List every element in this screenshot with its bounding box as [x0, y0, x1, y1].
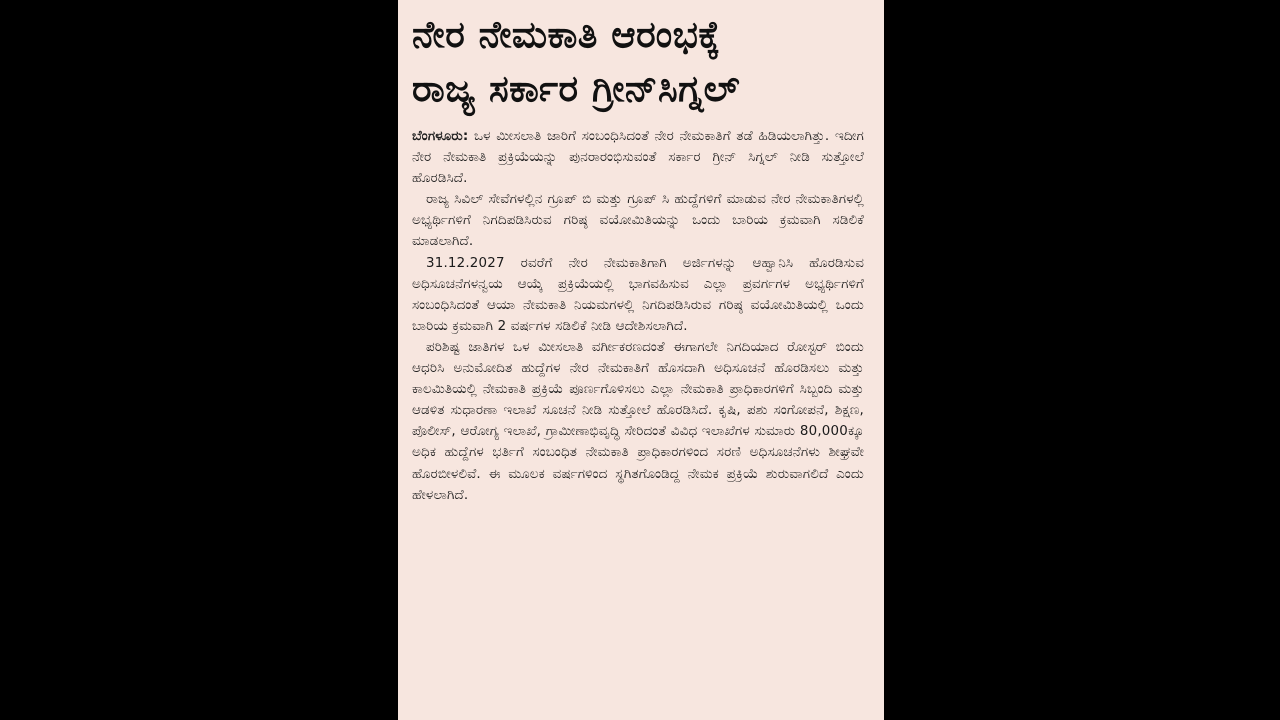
article-body — [412, 126, 864, 506]
article-paragraph-4: ಪರಿಶಿಷ್ಟ ಜಾತಿಗಳ ಒಳ ಮೀಸಲಾತಿ ವರ್ಗೀಕರಣದಂತೆ ಈಗಾಗಲೇ ನಿಗದಿಯಾದ ರೋಸ್ಟರ್ ಬಿಂದು ಆಧರಿಸಿ ಅನುಮೋದಿತ ಹುದ್ದೆಗಳ ನೇರ ನೇಮಕಾತಿಗೆ ಹೊಸದಾಗಿ ಅಧಿಸೂಚನೆ ಹೊರಡಿಸಲು ಮತ್ತು ಕಾಲಮಿತಿಯಲ್ಲಿ ನೇಮಕಾತಿ ಪ್ರಕ್ರಿಯೆ ಪೂರ್ಣಗೊಳಿಸಲು ಎಲ್ಲಾ ನೇಮಕಾತಿ ಪ್ರಾಧಿಕಾರಗಳಿಗೆ ಸಿಬ್ಬಂದಿ ಮತ್ತು ಆಡಳಿತ ಸುಧಾರಣಾ ಇಲಾಖೆ ಸೂಚನೆ ನೀಡಿ ಸುತ್ತೋಲೆ ಹೊರಡಿಸಿದೆ. ಕೃಷಿ, ಪಶು ಸಂಗೋಪನೆ, ಶಿಕ್ಷಣ, ಪೊಲೀಸ್, ಆರೋಗ್ಯ ಇಲಾಖೆ, ಗ್ರಾಮೀಣಾಭಿವೃದ್ಧಿ ಸೇರಿದಂತೆ ವಿವಿಧ ಇಲಾಖೆಗಳ ಸುಮಾರು 80,000ಕ್ಕೂ ಅಧಿಕ ಹುದ್ದೆಗಳ ಭರ್ತಿಗೆ ಸಂಬಂಧಿತ ನೇಮಕಾತಿ ಪ್ರಾಧಿಕಾರಗಳಿಂದ ಸರಣಿ ಅಧಿಸೂಚನೆಗಳು ಶೀಘ್ರವೇ ಹೊರಬೀಳಲಿವೆ. ಈ ಮೂಲಕ ವರ್ಷಗಳಿಂದ ಸ್ಥಗಿತಗೊಂಡಿದ್ದ ನೇಮಕ ಪ್ರಕ್ರಿಯೆ ಶುರುವಾಗಲಿದೆ ಎಂದು ಹೇಳಲಾಗಿದೆ. — [412, 339, 864, 503]
dateline: ಬೆಂಗಳೂರು: — [412, 129, 469, 144]
newspaper-clipping — [398, 0, 884, 720]
headline-line-2: ರಾಜ್ಯ ಸರ್ಕಾರ ಗ್ರೀನ್‌ಸಿಗ್ನಲ್ — [412, 67, 741, 110]
article-paragraph-3: 31.12.2027 ರವರೆಗೆ ನೇರ ನೇಮಕಾತಿಗಾಗಿ ಅರ್ಜಿಗಳನ್ನು ಆಹ್ವಾನಿಸಿ ಹೊರಡಿಸುವ ಅಧಿಸೂಚನೆಗಳನ್ವಯ ಆಯ್ಕೆ ಪ್ರಕ್ರಿಯೆಯಲ್ಲಿ ಭಾಗವಹಿಸುವ ಎಲ್ಲಾ ಪ್ರವರ್ಗಗಳ ಅಭ್ಯರ್ಥಿಗಳಿಗೆ ಸಂಬಂಧಿಸಿದಂತೆ ಆಯಾ ನೇಮಕಾತಿ ನಿಯಮಗಳಲ್ಲಿ ನಿಗದಿಪಡಿಸಿರುವ ಗರಿಷ್ಠ ವಯೋಮಿತಿಯಲ್ಲಿ ಒಂದು ಬಾರಿಯ ಕ್ರಮವಾಗಿ 2 ವರ್ಷಗಳ ಸಡಿಲಿಕೆ ನೀಡಿ ಆದೇಶಿಸಲಾಗಿದೆ. — [412, 255, 864, 334]
article-paragraph-2: ರಾಜ್ಯ ಸಿವಿಲ್ ಸೇವೆಗಳಲ್ಲಿನ ಗ್ರೂಪ್ ಬಿ ಮತ್ತು ಗ್ರೂಪ್ ಸಿ ಹುದ್ದೆಗಳಿಗೆ ಮಾಡುವ ನೇರ ನೇಮಕಾತಿಗಳಲ್ಲಿ ಅಭ್ಯರ್ಥಿಗಳಿಗೆ ನಿಗದಿಪಡಿಸಿರುವ ಗರಿಷ್ಠ ವಯೋಮಿತಿಯನ್ನು ಒಂದು ಬಾರಿಯ ಕ್ರಮವಾಗಿ ಸಡಿಲಿಕೆ ಮಾಡಲಾಗಿದೆ. — [412, 192, 864, 250]
paragraph-1-text: ಒಳ ಮೀಸಲಾತಿ ಜಾರಿಗೆ ಸಂಬಂಧಿಸಿದಂತೆ ನೇರ ನೇಮಕಾತಿಗೆ ತಡೆ ಹಿಡಿಯಲಾಗಿತ್ತು. ಇದೀಗ ನೇರ ನೇಮಕಾತಿ ಪ್ರಕ್ರಿಯೆಯನ್ನು ಪುನರಾರಂಭಿಸುವಂತೆ ಸರ್ಕಾರ ಗ್ರೀನ್ ಸಿಗ್ನಲ್ ನೀಡಿ ಸುತ್ತೋಲೆ ಹೊರಡಿಸಿದೆ. — [412, 129, 864, 187]
headline-line-1: ನೇರ ನೇಮಕಾತಿ ಆರಂಭಕ್ಕೆ — [412, 13, 721, 56]
article-paragraph-1 — [412, 126, 864, 189]
headline — [412, 8, 864, 116]
